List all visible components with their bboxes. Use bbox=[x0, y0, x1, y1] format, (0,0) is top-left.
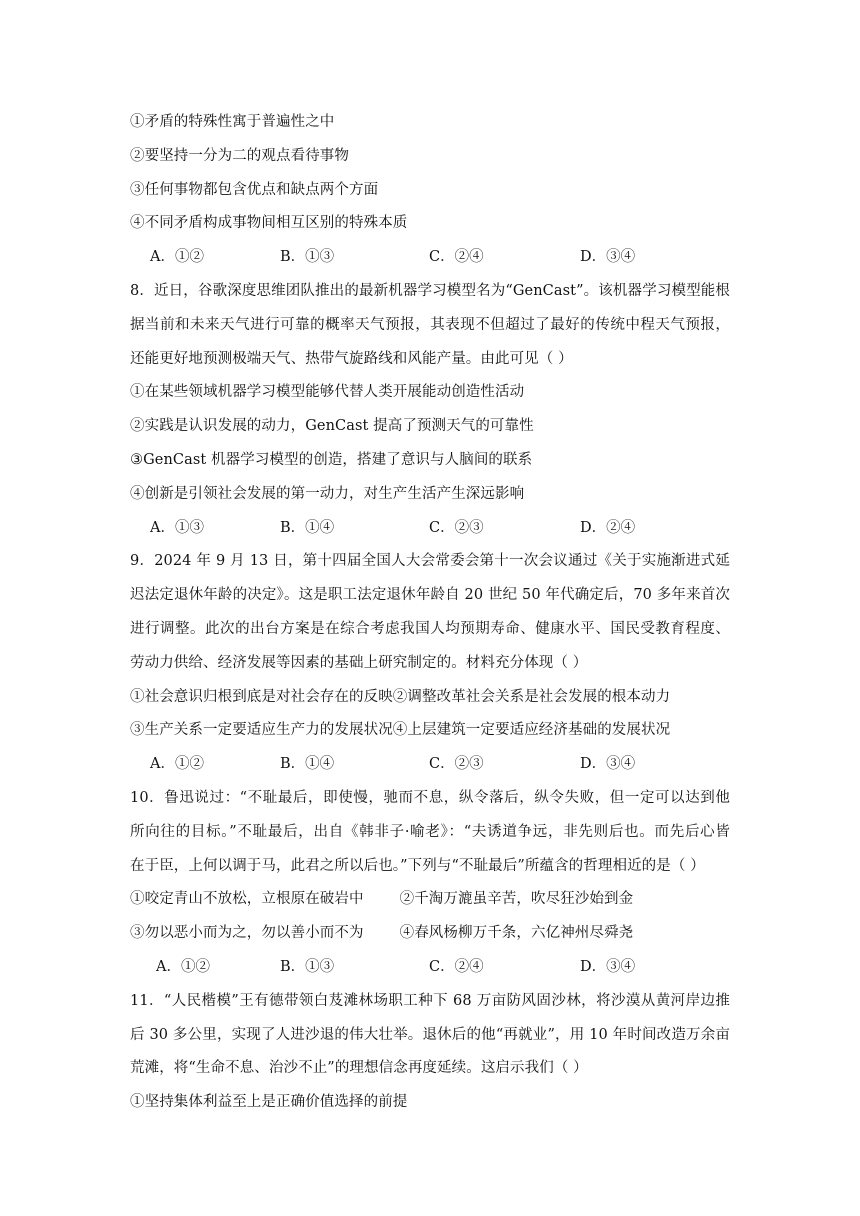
question-stem: 所向往的目标。”不耻最后，出自《韩非子·喻老》：“夫诱道争远，非先则后也。而先后心皆 bbox=[130, 823, 730, 840]
question-stem: 10．鲁迅说过：“不耻最后，即使慢，驰而不息，纵令落后，纵令失败，但一定可以达到他 bbox=[130, 789, 730, 806]
question-9 bbox=[130, 545, 730, 782]
question-stem: 后 30 多公里，实现了人进沙退的伟大壮举。退休后的他“再就业”，用 10 年时间改造万余亩 bbox=[130, 1026, 730, 1043]
question-stem: 据当前和未来天气进行可靠的概率天气预报，其表现不但超过了最好的传统中程天气预报， bbox=[130, 316, 730, 333]
statement: ②实践是认识发展的动力，GenCast 提高了预测天气的可靠性 bbox=[130, 418, 534, 435]
question-stem: 11．“人民楷模”王有德带领白芨滩林场职工种下 68 万亩防风固沙林，将沙漠从黄河岸边推 bbox=[130, 992, 730, 1009]
statement-pair bbox=[130, 883, 730, 917]
answer-options bbox=[130, 951, 730, 985]
option-c: C．②④ bbox=[429, 249, 484, 266]
question-11 bbox=[130, 985, 730, 1120]
question-stem: 9．2024 年 9 月 13 日，第十四届全国人大会常委会第十一次会议通过《关于实施渐进式延 bbox=[130, 553, 730, 570]
statement: ④创新是引领社会发展的第一动力，对生产生活产生深远影响 bbox=[130, 485, 525, 502]
option-c: C．②④ bbox=[429, 958, 484, 975]
question-7 bbox=[130, 106, 730, 275]
statement: ①坚持集体利益至上是正确价值选择的前提 bbox=[130, 1094, 408, 1111]
option-a: A．①② bbox=[150, 756, 204, 773]
question-stem: 劳动力供给、经济发展等因素的基础上研究制定的。材料充分体现（ ） bbox=[130, 654, 588, 671]
question-8 bbox=[130, 275, 730, 545]
statement: ③生产关系一定要适应生产力的发展状况④上层建筑一定要适应经济基础的发展状况 bbox=[130, 722, 671, 739]
statement: ①在某些领域机器学习模型能够代替人类开展能动创造性活动 bbox=[130, 384, 525, 401]
option-a: A．①② bbox=[156, 958, 210, 975]
question-stem: 进行调整。此次的出台方案是在综合考虑我国人均预期寿命、健康水平、国民受教育程度、 bbox=[130, 620, 730, 637]
statement: ④春风杨柳万千条，六亿神州尽舜尧 bbox=[399, 925, 634, 942]
statement: ③勿以恶小而为之，勿以善小而不为 bbox=[130, 925, 364, 942]
question-10 bbox=[130, 782, 730, 985]
option-b: B．①④ bbox=[280, 756, 335, 773]
option-a: A．①② bbox=[150, 249, 204, 266]
question-stem: 8．近日，谷歌深度思维团队推出的最新机器学习模型名为“GenCast”。该机器学习模型能根 bbox=[130, 282, 730, 299]
statement: ③GenCast 机器学习模型的创造，搭建了意识与人脑间的联系 bbox=[130, 451, 533, 468]
answer-options bbox=[130, 512, 730, 546]
option-d: D．③④ bbox=[580, 249, 636, 266]
statement: ②要坚持一分为二的观点看待事物 bbox=[130, 147, 349, 164]
statement: ③任何事物都包含优点和缺点两个方面 bbox=[130, 181, 379, 198]
option-b: B．①③ bbox=[280, 249, 335, 266]
answer-options bbox=[130, 748, 730, 782]
question-stem: 迟法定退休年龄的决定》。这是职工法定退休年龄自 20 世纪 50 年代确定后，70 多年来首次 bbox=[130, 587, 730, 604]
option-a: A．①③ bbox=[150, 519, 204, 536]
option-c: C．②③ bbox=[429, 519, 484, 536]
statement: ②千淘万漉虽辛苦，吹尽狂沙始到金 bbox=[399, 891, 634, 908]
answer-options bbox=[130, 241, 730, 275]
question-stem: 在于臣，上何以调于马，此君之所以后也。”下列与“不耻最后”所蕴含的哲理相近的是（ ） bbox=[130, 857, 705, 874]
option-b: B．①③ bbox=[280, 958, 335, 975]
option-c: C．②③ bbox=[429, 756, 484, 773]
question-stem: 荒滩，将“生命不息、治沙不止”的理想信念再度延续。这启示我们（ ） bbox=[130, 1060, 588, 1077]
option-d: D．③④ bbox=[580, 756, 636, 773]
option-d: D．③④ bbox=[580, 958, 636, 975]
option-b: B．①④ bbox=[280, 519, 335, 536]
statement: ①矛盾的特殊性寓于普遍性之中 bbox=[130, 114, 335, 130]
option-d: D．②④ bbox=[580, 519, 636, 536]
statement: ①社会意识归根到底是对社会存在的反映②调整改革社会关系是社会发展的根本动力 bbox=[130, 688, 671, 705]
exam-page bbox=[130, 106, 730, 1120]
question-stem: 还能更好地预测极端天气、热带气旋路线和风能产量。由此可见（ ） bbox=[130, 350, 573, 367]
statement: ④不同矛盾构成事物间相互区别的特殊本质 bbox=[130, 215, 408, 232]
statement-pair bbox=[130, 917, 730, 951]
statement: ①咬定青山不放松，立根原在破岩中 bbox=[130, 891, 364, 908]
